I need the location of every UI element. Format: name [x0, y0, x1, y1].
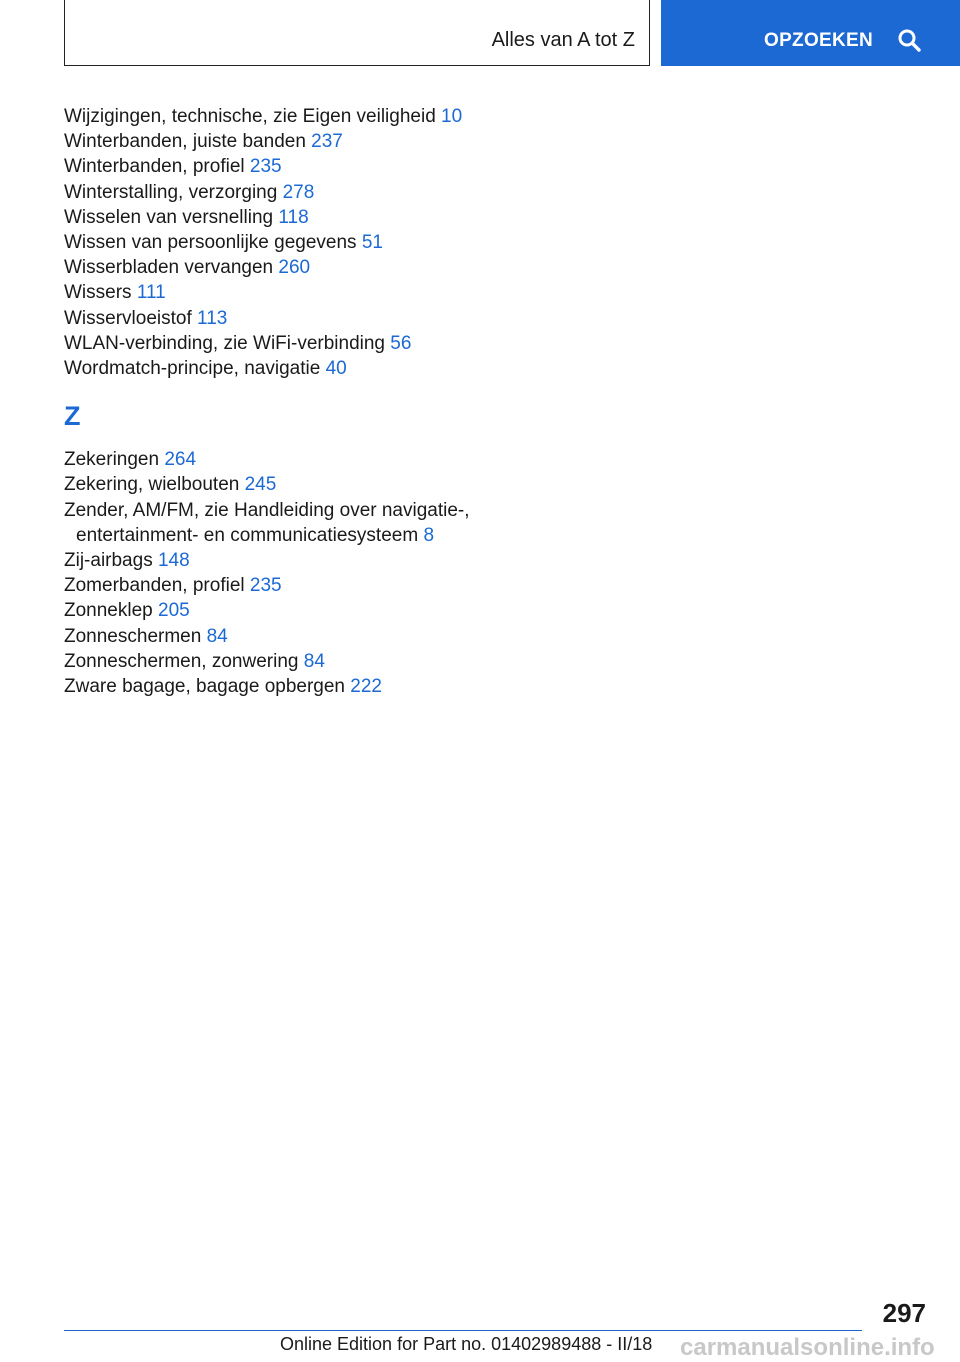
index-entry	[64, 472, 924, 497]
index-entry	[64, 104, 924, 129]
page-reference-link[interactable]: 10	[441, 106, 463, 127]
watermark: carmanualsonline.info	[680, 1334, 935, 1361]
header-title: Alles van A tot Z	[491, 29, 635, 51]
index-entry-label: Zij-airbags	[64, 550, 153, 572]
page-number: 297	[882, 1298, 926, 1328]
page-reference-link[interactable]: 56	[390, 332, 412, 354]
index-entry-label: Wisserbladen vervangen	[64, 257, 274, 279]
page-reference-link[interactable]: 260	[278, 257, 311, 279]
index-entry-label: Zender, AM/FM, zie Handleiding over navigatie-,	[64, 499, 470, 521]
page-reference-link[interactable]: 148	[157, 550, 190, 572]
section-letter-z: Z	[64, 401, 81, 432]
edition-note: Online Edition for Part no. 01402989488 - II/18	[280, 1334, 653, 1354]
index-entry	[64, 180, 924, 205]
page-reference-link[interactable]: 205	[158, 600, 190, 622]
search-label: OPZOEKEN	[764, 30, 874, 51]
index-entry-label: Zekeringen	[64, 449, 160, 471]
page-reference-link[interactable]: 264	[164, 449, 197, 471]
index-entry-label: Zonneklep	[64, 600, 153, 622]
page-reference-link[interactable]: 111	[136, 282, 166, 304]
page-reference-link[interactable]: 235	[249, 156, 282, 178]
index-entry-label: Winterbanden, juiste banden	[64, 131, 306, 153]
page-reference-link[interactable]: 237	[311, 131, 343, 153]
page-reference-link[interactable]: 113	[197, 307, 228, 329]
header-title-box	[64, 0, 650, 66]
index-entry-label: Wissen van persoonlijke gegevens	[64, 232, 357, 254]
index-entry	[64, 447, 924, 472]
index-entry	[64, 356, 924, 381]
page-reference-link[interactable]: 222	[350, 676, 382, 698]
index-entry-label: Wissers	[64, 282, 132, 304]
index-entry-label: Zomerbanden, profiel	[64, 575, 245, 597]
index-entry	[64, 205, 924, 230]
index-entry	[64, 230, 924, 255]
footer-divider	[64, 1330, 862, 1331]
index-entry-label: Winterbanden, profiel	[64, 156, 245, 178]
search-icon	[897, 28, 921, 52]
index-entry	[64, 255, 924, 280]
page-reference-link[interactable]: 84	[206, 625, 228, 647]
index-entry	[64, 674, 924, 699]
index-entry	[64, 548, 924, 573]
index-entry-label: Wordmatch-principe, navigatie	[64, 358, 321, 380]
index-entry-label: Winterstalling, verzorging	[64, 181, 278, 203]
search-button[interactable]	[661, 0, 960, 66]
page-reference-link[interactable]: 278	[282, 181, 315, 203]
index-entry-label: Zonneschermen, zonwering	[64, 650, 299, 672]
index-entry	[64, 154, 924, 179]
page-reference-link[interactable]: 84	[303, 650, 325, 672]
index-entry	[64, 306, 924, 331]
index-entry	[64, 280, 924, 305]
index-entry	[64, 129, 924, 154]
index-entry	[64, 523, 924, 548]
page-reference-link[interactable]: 8	[423, 524, 435, 546]
page-reference-link[interactable]: 235	[249, 575, 282, 597]
page-reference-link[interactable]: 118	[278, 206, 309, 228]
index-entry	[64, 498, 924, 523]
index-content	[64, 104, 924, 699]
page-reference-link[interactable]: 51	[361, 232, 383, 254]
index-entry	[64, 598, 924, 623]
index-entry	[64, 573, 924, 598]
page-reference-link[interactable]: 40	[325, 358, 347, 380]
index-entry-label: entertainment- en communicatiesysteem	[76, 524, 419, 546]
page-reference-link[interactable]: 245	[244, 474, 277, 496]
index-entry-label: Zekering, wielbouten	[64, 474, 240, 496]
index-entry-label: Zware bagage, bagage opbergen	[64, 676, 346, 698]
index-list-w	[64, 104, 924, 381]
index-entry-label: Wijzigingen, technische, zie Eigen veiligheid	[64, 106, 436, 127]
index-entry	[64, 331, 924, 356]
index-entry-label: WLAN-verbinding, zie WiFi-verbinding	[64, 332, 385, 354]
index-entry-label: Zonneschermen	[64, 625, 202, 647]
index-list-z	[64, 447, 924, 699]
index-entry-label: Wisservloeistof	[64, 307, 192, 329]
index-entry	[64, 649, 924, 674]
index-entry	[64, 624, 924, 649]
index-entry-label: Wisselen van versnelling	[64, 206, 274, 228]
